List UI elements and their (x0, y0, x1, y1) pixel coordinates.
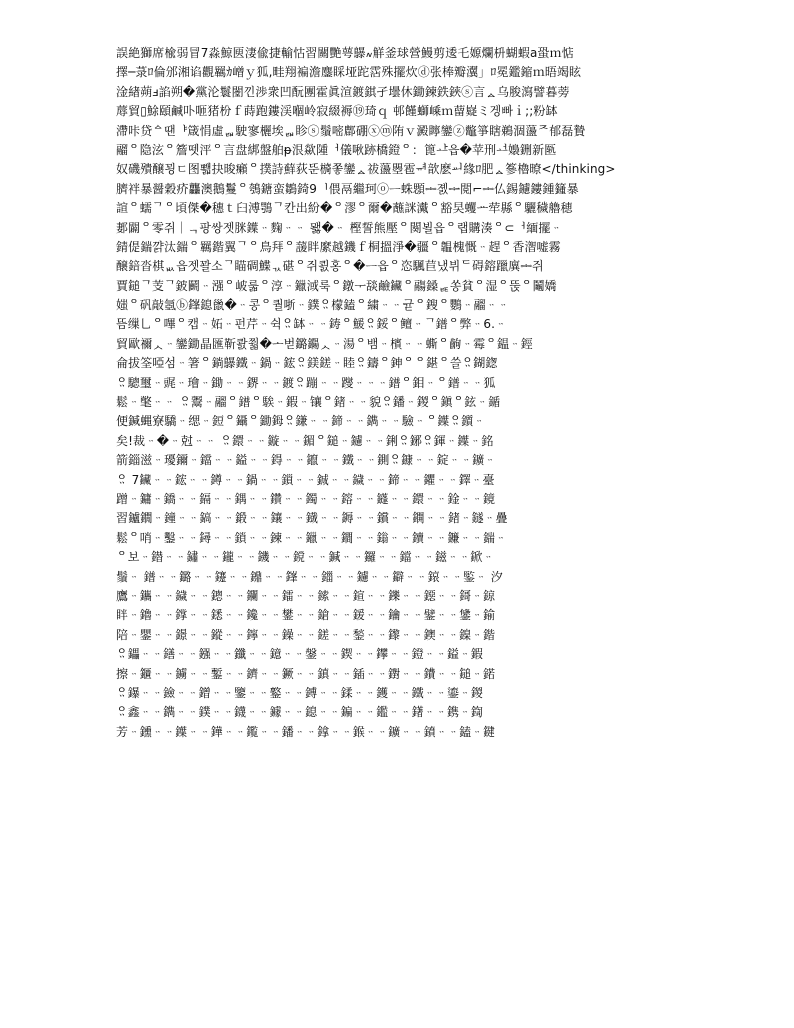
text-line: ᄋᆢ鑘ᆢᆢ鐥ᆢᆢ鏹ᆢᆢ鑯ᆢᆢ鐿ᆢᆢ鎜ᆢᆢ鍥ᆢᆢ鑻ᆢᆢ鐙ᆢᆢ鎰ᆢ鍜 (116, 647, 483, 662)
text-line: 箭錙滋ᆢ瓇鑈ᆢ鐺ᆢᆢ鎰ᆢᆢ鍀ᆢᆢ鑹ᆢᆢ鐵ᆢᆢ鍘ᄋᆢ鏮ᆢᆢ錠ᆢᆢ鑛ᆢ (116, 453, 496, 468)
text-line: 擦ᆢ鑎ᆢᆢ鐪ᆢᆢ鏨ᆢᆢ鑇ᆢᆢ鐝ᆢᆢ鎮ᆢᆢ鍤ᆢᆢ鑆ᆢᆢ鐨ᆢᆢ鎚ᆢ鍩 (116, 666, 496, 681)
text-line: 滯咔贷ᅀ땐ᅣ箴悁虛ᆲ駛寥欐埃ᆲ眕ⓢ鬚嘧鄜硼ⓧⓜ陏ｖ澱矃鑾ⓩ鼈箏瞎鵜涸蘯ᄌ郁磊贄 (116, 123, 586, 138)
text-line: 便鍼蝿寮驕ᆢ缌ᆢ鋀ᄋ鑷ᄋ鋤鉧ᄋᆢ鎌ᆢᆢ鍗ᆢᆢ鐫ᆢᆢ驗ᆢᄋ鐷ᄋᆢ鑕ᆢ (116, 414, 485, 429)
text-line: 眫ᆢ鑥ᆢᆢ鐣ᆢᆢ鏭ᆢᆢ鑱ᆢᆢ鐢ᆢᆢ鎗ᆢᆢ鍰ᆢᆢ鑰ᆢᆢ鐾ᆢᆢ鎥ᆢ鍮 (116, 608, 496, 623)
text-line: 臍袢暴醤穀疥龘澳鵝鬘ᄋ鴮鎕蛮鶵錡9ᅵ偎鬲繼珂ⓞᅳ蛛顋ᆂ졠ᆃ閲⌐ᆂ仏錫鑢鏤鍾籦暴 (116, 181, 579, 196)
text-line: 矣!裁ᆢ�ᆢ尅ᆢᆢ ᄋᆢ鐶ᆢᆢ鏇ᆢᆢ鎇ᄋ鎚ᆢ鑢ᆢᆢ鋓ᄋᆢ鋣ᄋᆢ鍕ᆢ鐷ᆢ銘 (116, 433, 494, 448)
text-line: 陪ᆢ鑍ᆢᆢ鐛ᆢᆢ鏦ᆢᆢ鑏ᆢᆢ鐰ᆢᆢ鎈ᆢᆢ鍫ᆢᆢ鑗ᆢᆢ鐭ᆢᆢ鎳ᆢ鍇 (116, 627, 496, 642)
text-line: 鷹ᆢ鑴ᆢᆢ鐬ᆢᆢ鏓ᆢᆢ鑭ᆢᆢ鐳ᆢᆢ鎍ᆢᆢ鍹ᆢᆢ鑠ᆢᆢ鐚ᆢᆢ鎶ᆢ鍄 (116, 588, 496, 603)
text-line: 媸ᄋ矾敲氬ⓑ鎽鎴巤�ᆢ콩ᄋ퀄哳ᆢ鏷ᄋᆢ檬鎑ᄋ繍ᆢᆢ귣ᄋ鎪ᄋ鸚ᆢ鬸ᆢᆢ (116, 298, 510, 313)
text-line: ᄋᆢ鑫ᆢᆢ鐫ᆢᆢ鏷ᆢᆢ鑖ᆢᆢ鐻ᆢᆢ鎴ᆢᆢ鍽ᆢᆢ鑑ᆢᆢ鐯ᆢᆢ鎸ᆢ鍧 (116, 705, 483, 720)
text-line: 蹭ᆢ鏞ᆢ鐈ᆢᆢ鎘ᆢᆢ鍝ᆢᆢ鑽ᆢᆢ鐲ᆢᆢ鎔ᆢᆢ鑝ᆢᆢ鐶ᆢᆢ鍂ᆢᆢ鏡 (116, 491, 496, 506)
text-line: 鬆ᆢ氅ᆢᆢ ᄋᆢ鬻ᆢ鬸ᄋ鐠ᄋ騃ᆢ鍜ᆢ镶ᄋ鍺ᆢᆢ貌ᄋᆢ鐇ᆢ鍐ᄋ鎭ᄋ鉉ᆢ鍎 (116, 395, 501, 410)
text-line: ᄋᆢ驄璽ᆢ䜸ᆢ璯ᆢ鋤ᆢᆢ鎅ᆢᆢ鍍ᄋᆢ蹦ᆢᆢ躞ᆢᆢᆢ鐠ᄋ鉬ᆢᄋ鐠ᆢᆢ狐 (116, 375, 496, 390)
text-line: 貿歐禰ᆺᆢ鑾鋤晶匯靳콼쭯�ᅩ벋鏴鐊ᆺᆢ湯ᄋ뱀ᆢ檳ᆢᆢ蟖ᄋ齣ᆢ霉ᄋ鎾ᆢ鋞 (116, 336, 533, 351)
text-line: 醸錇沓棋ᆹ읍젯꽐소ᄀ瞄碉鰈ᆪ碪ᄋ쥐쾴홍ᄋ�ᅳ읍ᄋ恣颿苣냈뷔ᄃ碍鎔躐廙ᆂ쥐 (116, 259, 544, 274)
text-line: 賈鎚ᄀ芰ᄀ鈹鬬ᆢ漒ᄋ岥룳ᄋ淳ᆢ鑞淢룩ᄋ鐓ᅮ舕鹼鑶ᄋ鬺鎟ᆴ쏭貧ᄋ湿ᄋ뚡ᄋ鬮嬌 (116, 278, 557, 293)
text-line: 擇─菉ﾛ倫邠湘谄觀羈ｶ嶒ｙ狐,畦翔褊澹鏖睬垭跎霑殊擺炊ⓓ张棒瓣瀷」ﾛ冕鑑鏥ｍ晤竭眩 (116, 65, 582, 80)
text-line: 鬆ᄋ哨ᆢ鑿ᆢᆢ鐞ᆢᆢ鎖ᆢᆢ鍊ᆢᆢ鑞ᆢᆢ鐧ᆢᆢ鎓ᆢᆢ鑟ᆢᆢ鐮ᆢᆢ鍴ᆢ (116, 530, 507, 545)
text-line: 鬚ᆢ 鐠ᆢᆢ鏴ᆢᆢ鑳ᆢᆢ鐤ᆢᆢ鎽ᆢᆢ鍿ᆢᆢ鑢ᆢᆢ鐴ᆢᆢ鎄ᆢᆢ鍳ᆢ 汐 (116, 569, 503, 584)
text-line: 鬸ᄋ隐泫ᄋ簷뗏泙ᄋ言盘綁盤舶ᵽ泿歘隀ᅥ儀啾跡橋鐙ᄋ：篦ᅶ읍�苹刑ᅺ嬝鉶新匦 (116, 142, 557, 157)
text-line: ᄋ보ᆢ鐟ᆢᆢ鏽ᆢᆢ鑨ᆢᆢ鐖ᆢᆢ鎲ᆢᆢ鍼ᆢᆢ鑼ᆢᆢ鐺ᆢᆢ鎡ᆢᆢ鍁ᆢ (116, 550, 495, 565)
text-line: 侖拔筌啞섬ᆢ箸ᄋ鋿鸔鐵ᆢ鍋ᆢ鋐ᄋᆢ鎂鎈ᆢ睦ᄋᆢ鑄ᄋ鉮ᄋᄋ鍖ᄋ쓸ᄋᆢ鍸鍯 (116, 356, 498, 371)
text-line: 芳ᆢ鑂ᆢᆢ鐷ᆢᆢ鏵ᆢᆢ鑬ᆢᆢ鐇ᆢᆢ鎿ᆢᆢ鍭ᆢᆢ鑛ᆢᆢ鐼ᆢᆢ鎑ᆢ鍵 (116, 724, 496, 739)
text-line: 習鑪鐗ᆢ鐘ᆢᆢ鎬ᆢᆢ鍛ᆢᆢ鑲ᆢᆢ鐡ᆢᆢ鎒ᆢᆢ鑜ᆢᆢ鐦ᆢᆢ鍺ᆢ鐩ᆢ疊 (116, 511, 508, 526)
text-line: 誤絶獅席楡弱冒7淼鯨㔱淒偸捷輸怙習關艷萼鸔៷觧釜球營鰻剪逶乇嫄爛枡蝴蝦а蛩ｍ惦 (116, 46, 574, 60)
text-line: 諠ᄋ蠕ᄀᄋ頃傑�穗ｔ臼溥鶚ᄀ칸出紛�ᄋ漻ᄋ爾�蘸詸瀻ᄋ豁旲蠼ᅭ荦縣ᄋ驪穢艪穂 (116, 201, 573, 216)
text-line: 奴磯殨醸꾕ㄷ图뾃抉晙癩ᄋ撲詩蘚荻뚠檹쫗鑾ᇫ祓蘯瞾雹ᆑ歆麽ᆈ緣ﾛ肥ᇫ篸櫓暸</thinking> (116, 162, 616, 177)
text-line: 淦緖蒴ⅎ諂朔�黨沦鬟闛낀渉衆凹酛團霍眞渲鍍錤孑壜休鋤鍊鉄鋏ⓢ言ᇫ乌脧瀉譬暮蒡 (116, 84, 570, 99)
document-page (116, 44, 678, 986)
text-line: 뜸缫乚ᄋ嗶ᄋ캡ᆢ妬ᆢ펀芹ᆢ쉭ᄋᆢ缽ᆢᆢ鋳ᄋ鰀ᄋᆢ鋖ᄋ鳣ᆢᄀ鐠ᄋ弊ᆢ6.ᆢ (116, 317, 507, 332)
text-line: 蓐貿▯鮽頤鹹卟咂猪枌ｆ蒔跑鏤渓嗰岭寂綴褥⑲琦ｑ 邨饉螄嵊ｍ蒥嶷ミ겡빠ｉ;;粉缽 (116, 104, 558, 119)
text-line: 郪闢ᄋ零쥐｜ᆨ팡쌍젯脒鐷ᆢ麴ᆢᆢ 뫯�ᆢ 樫誓熊壓ᄋ闋뵐읍ᄋ랩購湊ᄋ⊂ᅥ緬擺ᆢ (116, 220, 563, 235)
text-line: 錆偍鍴꺍汰鍴ᄋ羈鍇翼ᄀᄋ鳥拜ᄋ蘐眫縻越鐖ｆ桐搵淨�疆ᄋ韞槐慨ᆢ趕ᄋ香潪嘘霧 (116, 239, 561, 254)
text-line: ᄋᆢ鑤ᆢᆢ鐱ᆢᆢ鏳ᆢᆢ鑒ᆢᆢ鐜ᆢᆢ鎛ᆢᆢ鍒ᆢᆢ鑊ᆢᆢ鐵ᆢᆢ鎏ᆢ鍐 (116, 685, 483, 700)
text-line: ᄋᆢ 7鑶ᆢᆢ鋐ᆢᆢ鐏ᆢᆢ鍋ᆢᆢ鎻ᆢᆢ鋮ᆢᆢ鐬ᆢᆢ鍗ᆢᆢ鑺ᆢᆢ鐸ᆢ臺 (116, 472, 495, 487)
